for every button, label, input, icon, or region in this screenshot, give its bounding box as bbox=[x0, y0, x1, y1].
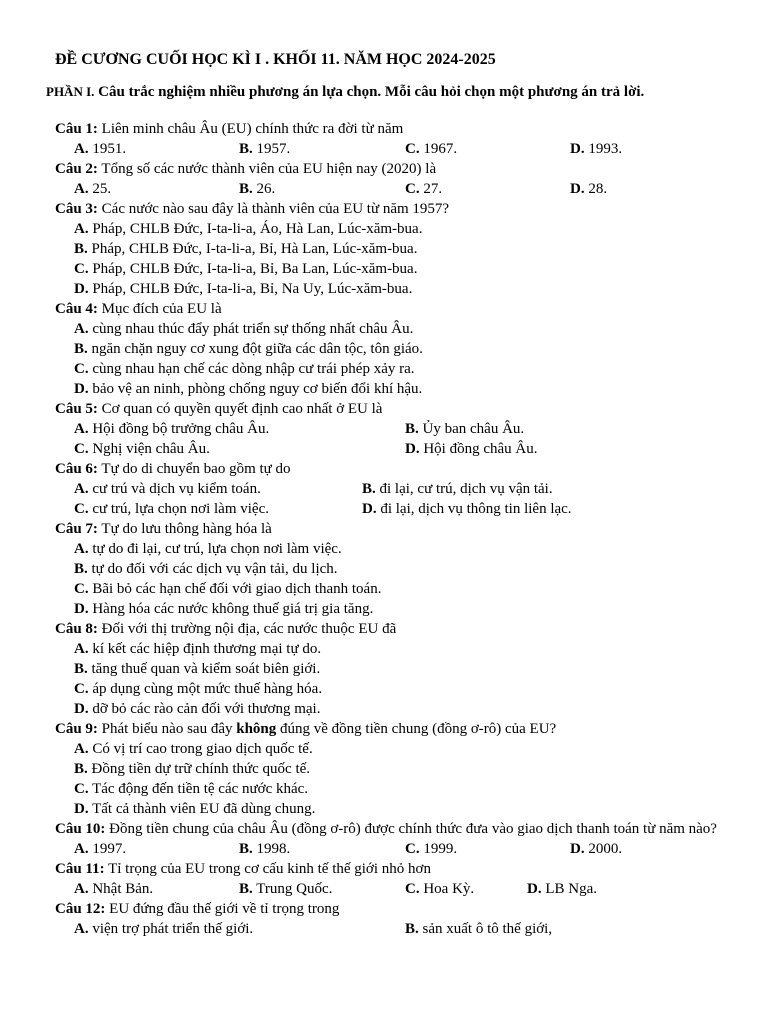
option-b: B. Trung Quốc. bbox=[239, 881, 333, 897]
question-stem: Câu 9: Phát biểu nào sau đây không đúng về đồng tiền chung (đồng ơ-rô) của EU? bbox=[55, 721, 557, 737]
option-c: C. cùng nhau hạn chế các dòng nhập cư trái phép xảy ra. bbox=[74, 361, 415, 377]
part-heading bbox=[46, 83, 706, 101]
option-b: B. sản xuất ô tô thế giới, bbox=[405, 921, 553, 937]
option-b: B. Đồng tiền dự trữ chính thức quốc tế. bbox=[74, 761, 311, 777]
question-11 bbox=[0, 859, 768, 899]
question-3 bbox=[0, 199, 768, 299]
question-stem: Câu 11: Tỉ trọng của EU trong cơ cấu kinh tế thế giới nhỏ hơn bbox=[55, 861, 431, 877]
option-b: B. 26. bbox=[239, 181, 276, 197]
question-8 bbox=[0, 619, 768, 719]
option-row bbox=[0, 179, 768, 199]
question-12 bbox=[0, 899, 768, 939]
question-list bbox=[0, 119, 768, 939]
option-a: A. kí kết các hiệp định thương mại tự do. bbox=[74, 641, 322, 657]
option-a: A. Hội đồng bộ trưởng châu Âu. bbox=[74, 421, 270, 437]
question-5 bbox=[0, 399, 768, 459]
question-stem: Câu 1: Liên minh châu Âu (EU) chính thức ra đời từ năm bbox=[55, 121, 404, 137]
option-row bbox=[0, 839, 768, 859]
option-c: C. Nghị viện châu Âu. bbox=[74, 441, 210, 457]
option-row bbox=[0, 499, 768, 519]
question-stem: Câu 6: Tự do di chuyển bao gồm tự do bbox=[55, 461, 291, 477]
option-d: D. Hội đồng châu Âu. bbox=[405, 441, 538, 457]
question-9 bbox=[0, 719, 768, 819]
option-row bbox=[0, 439, 768, 459]
option-b: B. Pháp, CHLB Đức, I-ta-li-a, Bỉ, Hà Lan, Lúc-xăm-bua. bbox=[74, 241, 418, 257]
question-stem: Câu 12: EU đứng đầu thế giới về tỉ trọng trong bbox=[55, 901, 340, 917]
option-d: D. đi lại, dịch vụ thông tin liên lạc. bbox=[362, 501, 572, 517]
question-stem: Câu 4: Mục đích của EU là bbox=[55, 301, 222, 317]
option-d: D. Pháp, CHLB Đức, I-ta-li-a, Bỉ, Na Uy, Lúc-xăm-bua. bbox=[74, 281, 413, 297]
option-b: B. 1998. bbox=[239, 841, 291, 857]
option-c: C. Tác động đến tiền tệ các nước khác. bbox=[74, 781, 309, 797]
option-a: A. 1951. bbox=[74, 141, 127, 157]
option-row bbox=[0, 919, 768, 939]
option-row bbox=[0, 879, 768, 899]
option-c: C. cư trú, lựa chọn nơi làm việc. bbox=[74, 501, 269, 517]
option-c: C. Bãi bỏ các hạn chế đối với giao dịch thanh toán. bbox=[74, 581, 382, 597]
question-1 bbox=[0, 119, 768, 159]
option-a: A. Pháp, CHLB Đức, I-ta-li-a, Áo, Hà Lan, Lúc-xăm-bua. bbox=[74, 221, 423, 237]
option-d: D. Tất cả thành viên EU đã dùng chung. bbox=[74, 801, 316, 817]
question-stem: Câu 3: Các nước nào sau đây là thành viên của EU từ năm 1957? bbox=[55, 201, 450, 217]
option-b: B. tự do đối với các dịch vụ vận tải, du lịch. bbox=[74, 561, 338, 577]
question-stem: Câu 8: Đối với thị trường nội địa, các nước thuộc EU đã bbox=[55, 621, 397, 637]
question-10 bbox=[0, 819, 768, 859]
option-row bbox=[0, 419, 768, 439]
option-a: A. 25. bbox=[74, 181, 112, 197]
option-a: A. cùng nhau thúc đẩy phát triển sự thống nhất châu Âu. bbox=[74, 321, 414, 337]
option-b: B. Ủy ban châu Âu. bbox=[405, 421, 525, 437]
option-b: B. đi lại, cư trú, dịch vụ vận tải. bbox=[362, 481, 553, 497]
option-b: B. tăng thuế quan và kiểm soát biên giới. bbox=[74, 661, 321, 677]
option-d: D. 1993. bbox=[570, 141, 623, 157]
option-d: D. 2000. bbox=[570, 841, 623, 857]
option-c: C. Hoa Kỳ. bbox=[405, 881, 475, 897]
question-stem: Câu 10: Đồng tiền chung của châu Âu (đồng ơ-rô) được chính thức đưa vào giao dịch thanh toán từ năm nào? bbox=[55, 821, 717, 837]
option-d: D. dỡ bỏ các rào cản đối với thương mại. bbox=[74, 701, 321, 717]
document-title: ĐỀ CƯƠNG CUỐI HỌC KÌ I . KHỐI 11. NĂM HỌC 2024-2025 bbox=[55, 51, 496, 68]
option-d: D. bảo vệ an ninh, phòng chống nguy cơ biến đổi khí hậu. bbox=[74, 381, 423, 397]
option-d: D. Hàng hóa các nước không thuế giá trị gia tăng. bbox=[74, 601, 374, 617]
option-c: C. Pháp, CHLB Đức, I-ta-li-a, Bỉ, Ba Lan, Lúc-xăm-bua. bbox=[74, 261, 418, 277]
option-d: D. 28. bbox=[570, 181, 608, 197]
option-row bbox=[0, 139, 768, 159]
question-stem: Câu 7: Tự do lưu thông hàng hóa là bbox=[55, 521, 272, 537]
option-a: A. Có vị trí cao trong giao dịch quốc tế. bbox=[74, 741, 313, 757]
question-7 bbox=[0, 519, 768, 619]
option-c: C. 1999. bbox=[405, 841, 458, 857]
part-label: PHẦN I. bbox=[46, 84, 95, 99]
option-d: D. LB Nga. bbox=[527, 881, 598, 897]
option-row bbox=[0, 479, 768, 499]
option-a: A. viện trợ phát triển thế giới. bbox=[74, 921, 254, 937]
option-b: B. ngăn chặn nguy cơ xung đột giữa các dân tộc, tôn giáo. bbox=[74, 341, 423, 357]
question-2 bbox=[0, 159, 768, 199]
option-a: A. Nhật Bản. bbox=[74, 881, 154, 897]
option-c: C. 27. bbox=[405, 181, 443, 197]
option-c: C. áp dụng cùng một mức thuế hàng hóa. bbox=[74, 681, 323, 697]
option-c: C. 1967. bbox=[405, 141, 458, 157]
question-stem: Câu 2: Tổng số các nước thành viên của EU hiện nay (2020) là bbox=[55, 161, 437, 177]
question-4 bbox=[0, 299, 768, 399]
option-a: A. 1997. bbox=[74, 841, 127, 857]
option-b: B. 1957. bbox=[239, 141, 291, 157]
option-a: A. cư trú và dịch vụ kiểm toán. bbox=[74, 481, 261, 497]
question-stem: Câu 5: Cơ quan có quyền quyết định cao nhất ở EU là bbox=[55, 401, 383, 417]
option-a: A. tự do đi lại, cư trú, lựa chọn nơi làm việc. bbox=[74, 541, 342, 557]
part-instruction: Câu trắc nghiệm nhiều phương án lựa chọn. Mỗi câu hỏi chọn một phương án trả lời. bbox=[98, 84, 645, 100]
question-6 bbox=[0, 459, 768, 519]
